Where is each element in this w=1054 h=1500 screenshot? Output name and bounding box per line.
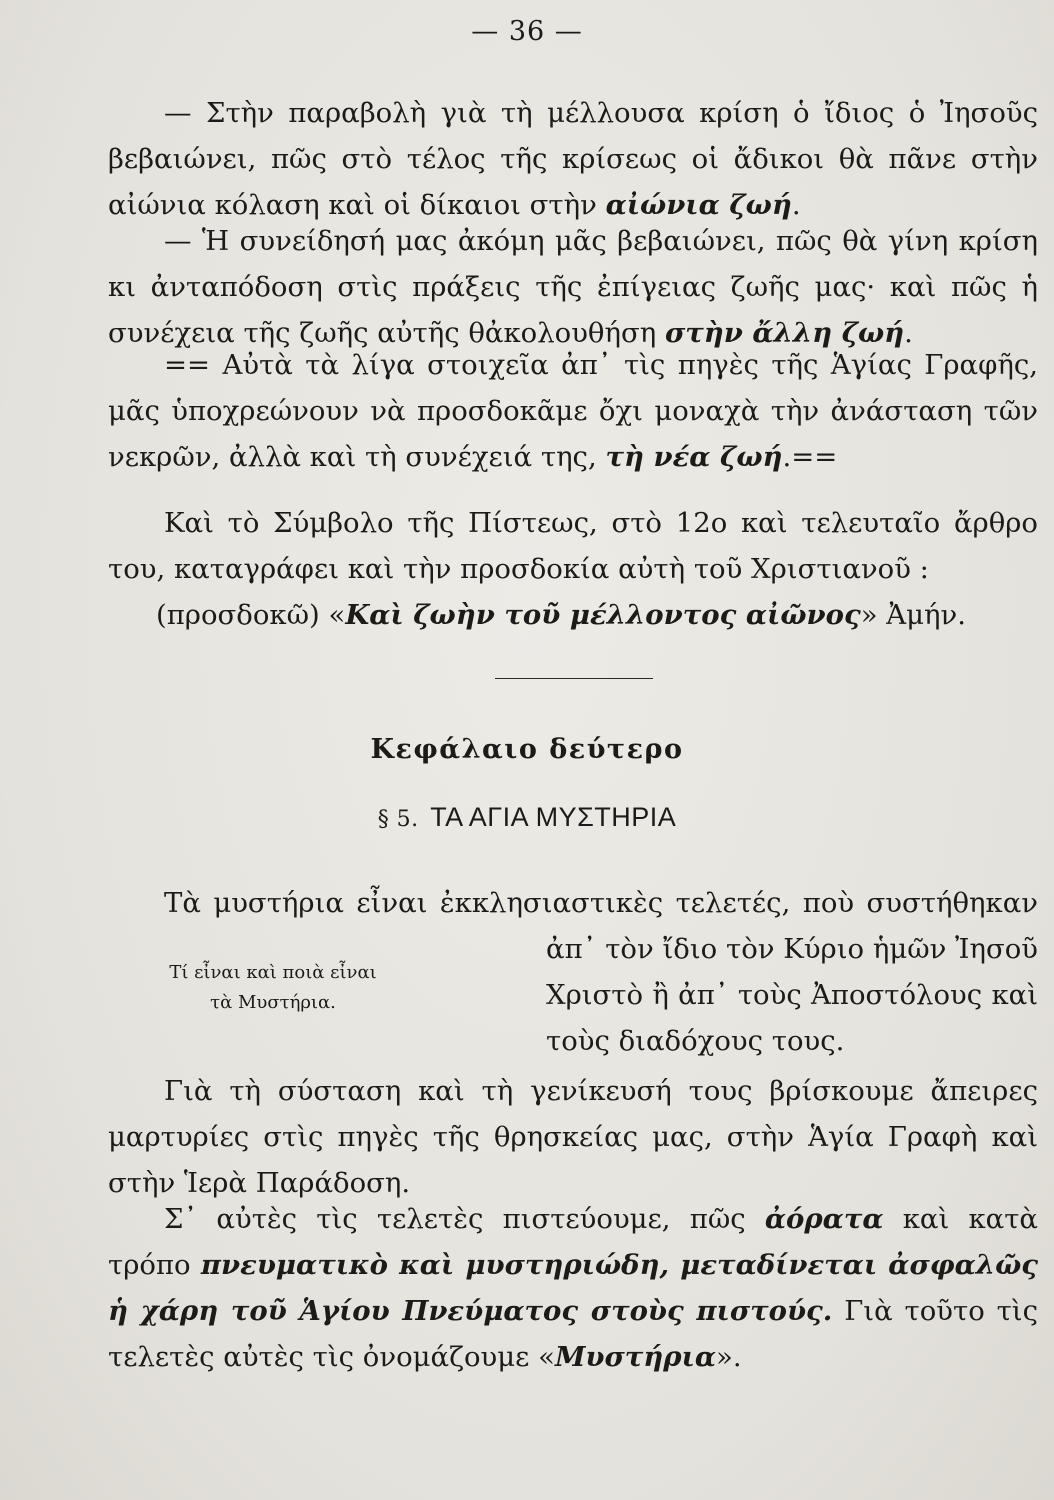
emphasis-eternal-life: αἰώνια ζωή [605,189,792,221]
paragraph-text: Τὰ μυστήρια εἶναι ἐκκλησιαστικὲς τελετές, ποὺ συστήθηκαν [164,887,1038,919]
punctuation: ». [716,1341,742,1373]
section-divider [495,678,653,679]
quote-suffix: » Ἀμήν. [860,599,966,631]
margin-note-line: τὰ Μυστήρια. [210,992,336,1013]
emphasis-invisibly: ἀόρατα [764,1203,884,1235]
emphasis-new-life: τὴ νέα ζωή [605,441,783,473]
punctuation: . [904,317,913,349]
paragraph-text: Γιὰ τὴ σύσταση καὶ τὴ γενίκευσή τους βρίσκουμε ἄπειρες μαρτυρίες στὶς πηγὲς τῆς θρησκείας μας, στὴν Ἁγία Γραφὴ καὶ στὴν Ἱερὰ Παράδοση. [108,1075,1038,1199]
emphasis-grace: πνευματικὸ καὶ μυστηριώδη, μεταδίνεται ἀσφαλῶς ἡ χάρη τοῦ Ἁγίου Πνεύματος στοὺς πιστούς. [108,1249,1039,1327]
chapter-title: Κεφάλαιο δεύτερο [370,734,684,765]
paragraph-text: Γιὰ τοῦτο τὶς τελετὲς αὐτὲς τὶς ὀνομάζουμε « [108,1295,1038,1373]
section-title: ΤΑ ΑΓΙΑ ΜΥΣΤΗΡΙΑ [430,802,677,832]
punctuation: .== [782,441,838,473]
mysteries-definition-line: Χριστὸ ἢ ἀπ᾿ τοὺς Ἀποστόλους καὶ [546,979,1038,1011]
page-number: — 36 — [471,16,583,47]
paragraph-text: == Αὐτὰ τὰ λίγα στοιχεῖα ἀπ᾿ τὶς πηγὲς τῆς Ἁγίας Γραφῆς, μᾶς ὑποχρεώνουν νὰ προσδοκᾶμε ὄχι μοναχὰ τὴν ἀνάσταση τῶν νεκρῶν, ἀλλὰ καὶ τὴ συνέχειά της, [108,349,1038,473]
emphasis-other-life: στὴν ἄλλη ζωή [664,317,905,349]
paragraph-parable-judgment [108,90,1038,228]
margin-note-line: Τί εἶναι καὶ ποιὰ εἶναι [169,962,377,983]
emphasis-creed-quote: Καὶ ζωὴν τοῦ μέλλοντος αἰῶνος [345,599,861,631]
paragraph-text: Σ᾿ αὐτὲς τὶς τελετὲς πιστεύουμε, πῶς [164,1203,765,1235]
quote-prefix: (προσδοκῶ) « [156,599,346,631]
section-number: § 5. [377,807,419,832]
paragraph-text: καὶ κατὰ τρόπο [108,1203,1038,1281]
paragraph-creed [108,500,1038,592]
paragraph-grace [108,1196,1038,1380]
margin-note [148,958,398,1018]
paragraph-conscience [108,218,1038,356]
paragraph-text: — Ἡ συνείδησή μας ἀκόμη μᾶς βεβαιώνει, πῶς θὰ γίνη κρίση κι ἀνταπόδοση στὶς πράξεις τῆς ἐπίγειας ζωῆς μας· καὶ πῶς ἡ συνέχεια τῆς ζωῆς αὐτῆς θἀκολουθήση [108,225,1038,349]
paragraph-text: Καὶ τὸ Σύμβολο τῆς Πίστεως, στὸ 12ο καὶ τελευταῖο ἄρθρο του, καταγράφει καὶ τὴν προσδοκία αὐτὴ τοῦ Χριστιανοῦ : [108,507,1038,585]
punctuation: . [791,189,801,221]
paragraph-text: — Στὴν παραβολὴ γιὰ τὴ μέλλουσα κρίση ὁ ἴδιος ὁ Ἰησοῦς βεβαιώνει, πῶς στὸ τέλος τῆς κρίσεως οἱ ἄδικοι θὰ πᾶνε στὴν αἰώνια κόλαση καὶ οἱ δίκαιοι στὴν [108,97,1038,221]
mysteries-definition-first-line [108,880,1038,926]
section-heading [0,802,1054,833]
paragraph-testimonies [108,1068,1038,1206]
mysteries-definition-line: τοὺς διαδόχους τους. [546,1025,845,1057]
creed-quote-line [108,592,1038,638]
emphasis-mysteries: Μυστήρια [554,1341,716,1373]
mysteries-definition-line: ἀπ᾿ τὸν ἴδιο τὸν Κύριο ἡμῶν Ἰησοῦ [546,933,1038,965]
paragraph-scripture-elements [108,342,1038,480]
